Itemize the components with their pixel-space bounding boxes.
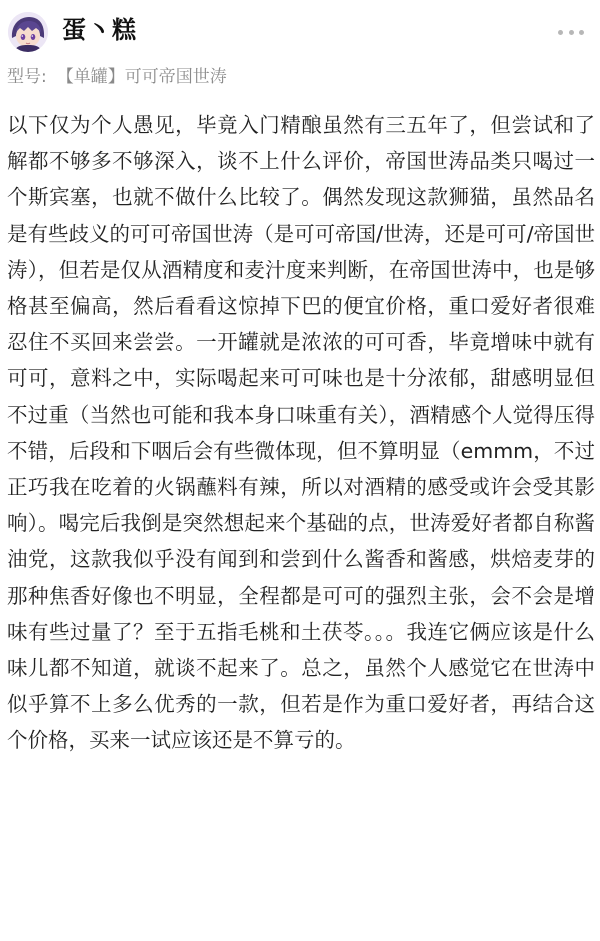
- more-dot: [579, 30, 584, 35]
- anime-girl-avatar-icon[interactable]: [8, 12, 48, 52]
- review-header: [0, 0, 600, 60]
- more-dot: [558, 30, 563, 35]
- review-text: 以下仅为个人愚见，毕竟入门精酿虽然有三五年了，但尝试和了解都不够多不够深入，谈不上什么评价，帝国世涛品类只喝过一个斯宾塞，也就不做什么比较了。偶然发现这款狮猫，虽然品名是有些歧义的可可帝国世涛（是可可帝国/世涛，还是可可/帝国世涛），但若是仅从酒精度和麦汁度来判断，在帝国世涛中，也是够格甚至偏高，然后看看这惊掉下巴的便宜价格，重口爱好者很难忍住不买回来尝尝。一开罐就是浓浓的可可香，毕竟增味中就有可可，意料之中，实际喝起来可可味也是十分浓郁，甜感明显但不过重（当然也可能和我本身口味重有关），酒精感个人觉得压得不错，后段和下咽后会有些微体现，但不算明显（emmm，不过正巧我在吃着的火锅蘸料有辣，所以对酒精的感受或许会受其影响）。喝完后我倒是突然想起来个基础的点，世涛爱好者都自称酱油党，这款我似乎没有闻到和尝到什么酱香和酱感，烘焙麦芽的那种焦香好像也不明显，全程都是可可的强烈主张，会不会是增味有些过量了？至于五指毛桃和土茯苓。。。我连它俩应该是什么味儿都不知道，就谈不起来了。总之，虽然个人感觉它在世涛中似乎算不上多么优秀的一款，但若是作为重口爱好者，再结合这个价格，买来一试应该还是不算亏的。: [7, 113, 595, 753]
- more-dot: [569, 30, 574, 35]
- product-model-row: [7, 63, 227, 91]
- more-dots-icon[interactable]: [558, 28, 584, 36]
- model-label: 型号:: [7, 67, 47, 87]
- model-value: 【单罐】可可帝国世涛: [56, 67, 227, 87]
- username[interactable]: 蛋丶糕: [62, 16, 137, 44]
